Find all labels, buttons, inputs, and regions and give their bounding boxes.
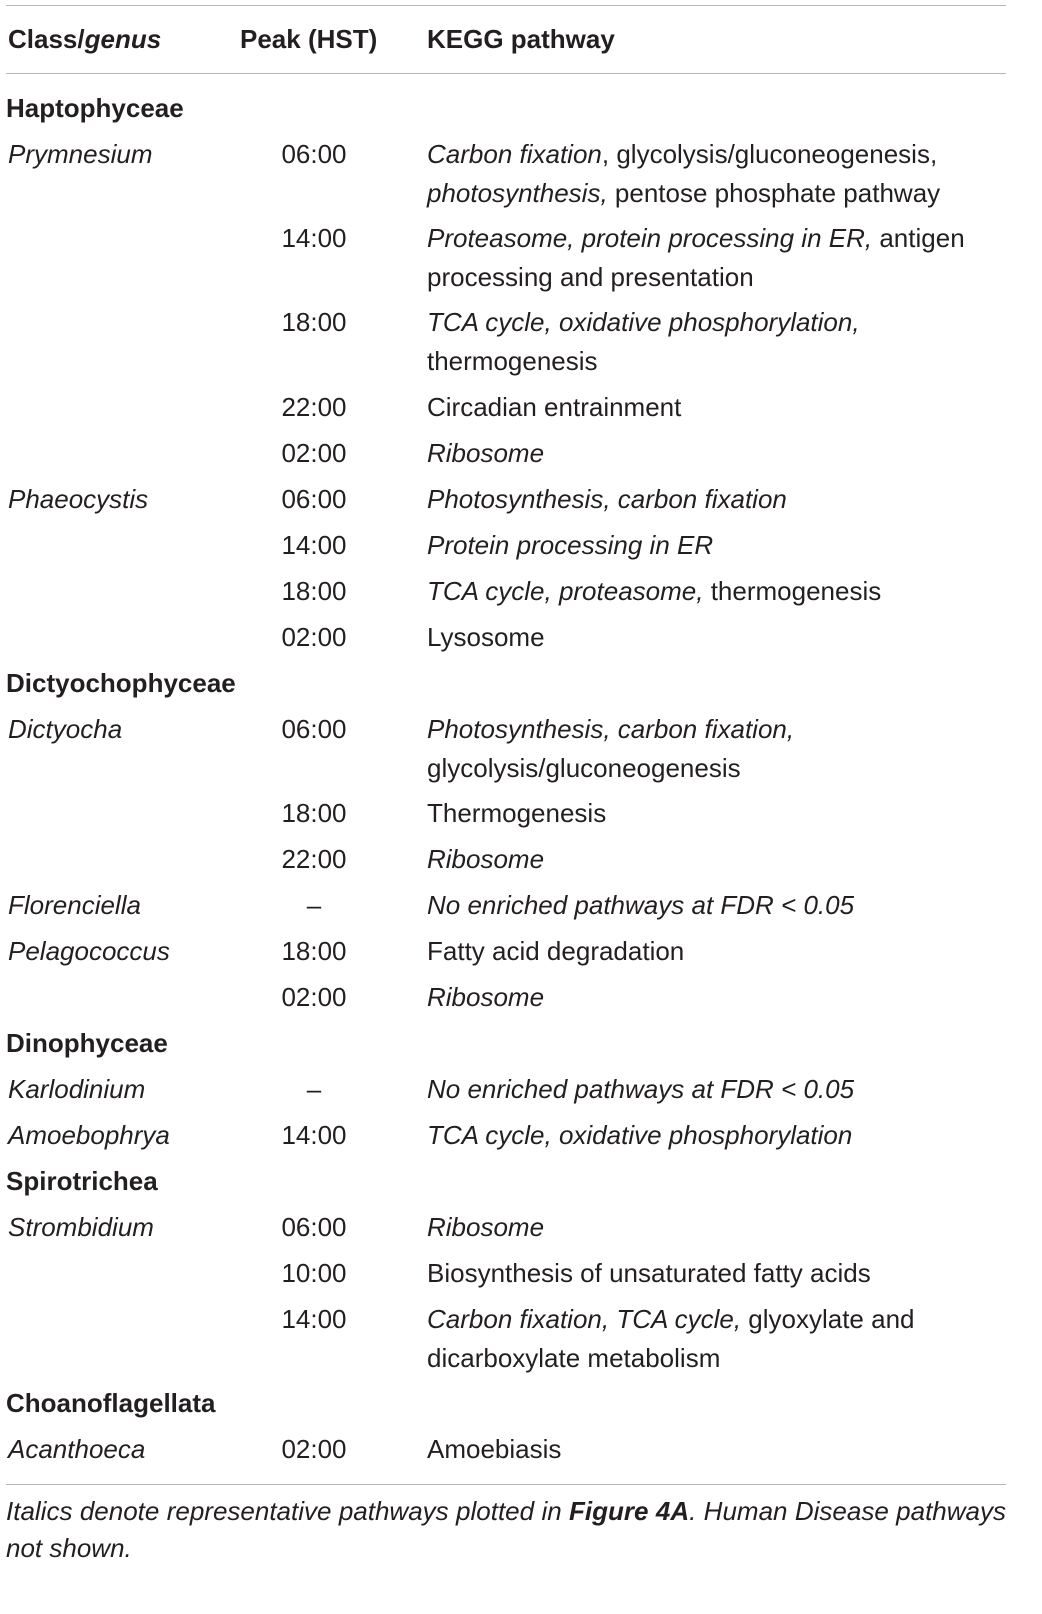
kegg-pathway-text: processing and presentation [427,262,754,292]
genus-name: Acanthoeca [8,1434,146,1464]
peak-time: 02:00 [281,622,347,652]
kegg-pathway [427,572,1017,611]
kegg-line [427,388,1017,427]
kegg-pathway [427,526,1017,565]
kegg-pathway-italic: TCA cycle, proteasome, [427,576,704,606]
footnote-text-end: . Human Disease pathways not shown. [6,1496,1006,1563]
kegg-line [427,1116,1017,1155]
genus-name: Karlodinium [8,1074,146,1104]
kegg-line [427,526,1017,565]
header-peak: Peak (HST) [240,24,378,54]
kegg-pathway-italic: No enriched pathways at FDR < 0.05 [427,890,855,920]
peak-time: 06:00 [281,714,347,744]
header-class-label: Class/ [8,24,85,54]
kegg-pathway-text: Amoebiasis [427,1434,562,1464]
figure-reference: Figure 4A [569,1496,690,1526]
kegg-pathway-italic: TCA cycle, oxidative phosphorylation, [427,307,860,337]
header-rule [6,73,1006,74]
kegg-line [427,1430,1017,1469]
class-heading: Spirotrichea [6,1166,158,1196]
peak-time: 02:00 [281,1434,347,1464]
kegg-pathway-text: Fatty acid degradation [427,936,685,966]
peak-time: 22:00 [281,844,347,874]
kegg-line [427,258,1017,297]
peak-time: 02:00 [281,438,347,468]
class-heading: Choanoflagellata [6,1388,216,1418]
kegg-pathway-italic: Ribosome [427,844,545,874]
peak-time: 22:00 [281,392,347,422]
kegg-pathway-italic: Carbon fixation [427,139,602,169]
kegg-line [427,618,1017,657]
kegg-line [427,219,1017,258]
peak-time: 14:00 [281,1304,347,1334]
kegg-pathway-italic: Ribosome [427,982,545,1012]
kegg-pathway [427,1208,1017,1247]
kegg-line [427,480,1017,519]
kegg-line [427,1300,1017,1339]
kegg-pathway-italic: photosynthesis, [427,178,608,208]
peak-time: 18:00 [281,936,347,966]
kegg-line [427,932,1017,971]
kegg-pathway-text: dicarboxylate metabolism [427,1343,721,1373]
kegg-line [427,840,1017,879]
class-heading: Dictyochophyceae [6,668,236,698]
kegg-pathway-italic: Photosynthesis, carbon fixation [427,484,787,514]
kegg-pathway [427,303,1017,381]
kegg-pathway [427,840,1017,879]
kegg-pathway-italic: Carbon fixation, TCA cycle, [427,1304,742,1334]
kegg-pathway-text: Thermogenesis [427,798,607,828]
genus-name: Amoebophrya [8,1120,170,1150]
header-genus-label: genus [84,24,162,54]
kegg-pathway-italic: Ribosome [427,438,545,468]
kegg-pathway-text: thermogenesis [703,576,882,606]
kegg-pathway-text: Biosynthesis of unsaturated fatty acids [427,1258,871,1288]
kegg-pathway [427,886,1017,925]
kegg-line [427,710,1017,749]
kegg-line [427,1339,1017,1378]
genus-name: Phaeocystis [8,484,149,514]
kegg-pathway-text: , glycolysis/gluconeogenesis, [601,139,938,169]
kegg-pathway-text: Lysosome [427,622,545,652]
genus-name: Florenciella [8,890,141,920]
kegg-pathway [427,135,1017,213]
kegg-pathway-text: pentose phosphate pathway [607,178,941,208]
top-rule [6,5,1006,6]
kegg-line [427,1208,1017,1247]
bottom-rule [6,1484,1006,1485]
genus-name: Prymnesium [8,139,153,169]
peak-time: 06:00 [281,484,347,514]
peak-time: 06:00 [281,139,347,169]
header-kegg: KEGG pathway [427,24,615,54]
kegg-pathway [427,1070,1017,1109]
kegg-line [427,572,1017,611]
peak-time: 18:00 [281,798,347,828]
kegg-pathway [427,794,1017,833]
peak-time: 10:00 [281,1258,347,1288]
kegg-line [427,978,1017,1017]
peak-time: – [306,890,322,920]
kegg-pathway-italic: TCA cycle, oxidative phosphorylation [427,1120,853,1150]
kegg-pathway-text: glyoxylate and [741,1304,915,1334]
peak-time: 02:00 [281,982,347,1012]
kegg-line [427,135,1017,174]
kegg-line [427,342,1017,381]
class-heading: Dinophyceae [6,1028,168,1058]
kegg-line [427,886,1017,925]
kegg-pathway [427,1116,1017,1155]
peak-time: – [306,1074,322,1104]
peak-time: 14:00 [281,223,347,253]
kegg-pathway [427,1300,1017,1378]
genus-name: Dictyocha [8,714,123,744]
kegg-pathway-text: thermogenesis [427,346,598,376]
genus-name: Strombidium [8,1212,154,1242]
peak-time: 18:00 [281,576,347,606]
kegg-pathway [427,434,1017,473]
kegg-pathway [427,1254,1017,1293]
kegg-line [427,434,1017,473]
table-footnote [6,1493,1006,1567]
kegg-pathway [427,480,1017,519]
kegg-pathway-text: antigen [872,223,965,253]
kegg-pathway [427,618,1017,657]
class-heading: Haptophyceae [6,93,184,123]
kegg-pathway-text: Circadian entrainment [427,392,682,422]
kegg-pathway-italic: No enriched pathways at FDR < 0.05 [427,1074,855,1104]
peak-time: 06:00 [281,1212,347,1242]
kegg-line [427,174,1017,213]
genus-name: Pelagococcus [8,936,170,966]
kegg-pathway [427,710,1017,788]
kegg-line [427,749,1017,788]
kegg-pathway [427,1430,1017,1469]
kegg-pathway [427,978,1017,1017]
kegg-pathway-text: glycolysis/gluconeogenesis [427,753,741,783]
peak-time: 14:00 [281,530,347,560]
kegg-line [427,794,1017,833]
kegg-line [427,1254,1017,1293]
kegg-pathway [427,219,1017,297]
peak-time: 18:00 [281,307,347,337]
footnote-text: Italics denote representative pathways plotted in [6,1496,570,1526]
kegg-pathway-italic: Ribosome [427,1212,545,1242]
kegg-pathway [427,932,1017,971]
kegg-pathway-italic: Photosynthesis, carbon fixation, [427,714,795,744]
kegg-pathway-italic: Protein processing in ER [427,530,714,560]
header-class-genus [8,20,161,59]
kegg-pathway [427,388,1017,427]
kegg-line [427,1070,1017,1109]
kegg-pathway-italic: Proteasome, protein processing in ER, [427,223,873,253]
kegg-line [427,303,1017,342]
peak-time: 14:00 [281,1120,347,1150]
